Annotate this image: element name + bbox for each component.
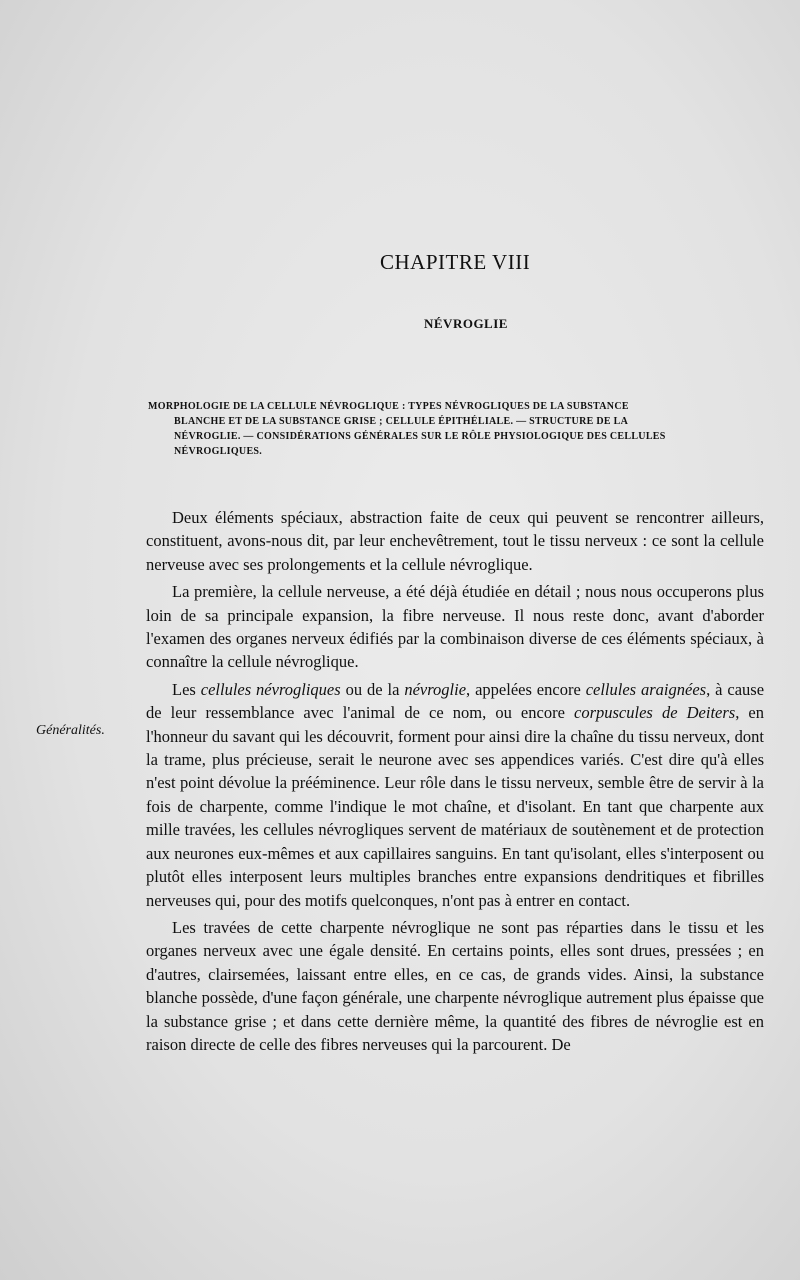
chapter-title: NÉVROGLIE <box>424 316 508 331</box>
body-text <box>146 506 764 1060</box>
summary-line: MORPHOLOGIE DE LA CELLULE NÉVROGLIQUE : TYPES NÉVROGLIQUES DE LA SUBSTANCE <box>148 401 629 412</box>
italic-term: névroglie <box>404 679 467 699</box>
text-run: ou de la <box>340 679 405 699</box>
italic-term: cellules névrogliques <box>200 679 341 699</box>
margin-note: Généralités. <box>36 723 105 738</box>
text-run: La première, la cellule nerveuse, a été déjà étudiée en détail ; nous nous occuperons plus loin de sa principale expansion, la fibre nerveuse. Il nous reste donc, avant d'aborder l'examen des organes nerveux édifiés par la combinaison diverse de ces éléments spéciaux, à connaître la cellule névroglique. <box>146 582 764 672</box>
chapter-number: CHAPITRE VIII <box>380 250 531 274</box>
text-run: , appelées encore <box>466 679 586 699</box>
summary-line: BLANCHE ET DE LA SUBSTANCE GRISE ; CELLULE ÉPITHÉLIALE. — STRUCTURE DE LA <box>174 416 629 427</box>
text-run: , à cause de leur ressemblance avec l'animal de ce nom, ou encore <box>146 679 765 723</box>
chapter-summary <box>148 399 760 459</box>
italic-term: corpuscules de Deiters <box>574 703 736 723</box>
text-run: Deux éléments spéciaux, abstraction faite de ceux qui peuvent se rencontrer ailleurs, constituent, avons-nous dit, par leur enchevêtrement, tout le tissu nerveux : ce sont la cellule nerveuse avec ses prolongements et la cellule névroglique. <box>146 508 764 574</box>
paragraph <box>146 506 764 576</box>
summary-line: NÉVROGLIQUES. <box>174 446 263 457</box>
paragraph <box>146 580 764 674</box>
text-run: , en l'honneur du savant qui les découvrit, forment pour ainsi dire la chaîne du tissu nerveux, dont la trame, plus précieuse, serait le neurone avec ses appendices variés. C'est dire qu'à elles n'est point dévolue la prééminence. Leur rôle dans le tissu nerveux, semble être de servir à la fois de charpente, comme l'indique le mot chaîne, et d'isolant. En tant que charpente aux mille travées, les cellules névrogliques servent de matériaux de soutènement et de protection aux neurones eux-mêmes et aux capillaires sanguins. En tant qu'isolant, elles s'interposent ou plutôt elles interposent leurs multiples branches entre expansions dendritiques et fibrilles nerveuses qui, pour des motifs quelconques, n'ont pas à entrer en contact. <box>146 703 765 910</box>
italic-term: cellules araignées <box>585 679 707 699</box>
paragraph <box>146 916 764 1056</box>
text-run: Les travées de cette charpente névroglique ne sont pas réparties dans le tissu et les organes nerveux avec une égale densité. En certains points, elles sont drues, pressées ; en d'autres, clairsemées, laissant entre elles, en ce cas, de grands vides. Ainsi, la substance blanche possède, d'une façon générale, une charpente névroglique autrement plus épaisse que la substance grise ; et dans cette dernière même, la quantité des fibres de névroglie est en raison directe de celle des fibres nerveuses qui la parcourent. De <box>146 917 764 1054</box>
paragraph <box>146 678 764 912</box>
summary-line: NÉVROGLIE. — CONSIDÉRATIONS GÉNÉRALES SUR LE RÔLE PHYSIOLOGIQUE DES CELLULES <box>174 431 666 442</box>
text-run: Les <box>172 679 201 699</box>
